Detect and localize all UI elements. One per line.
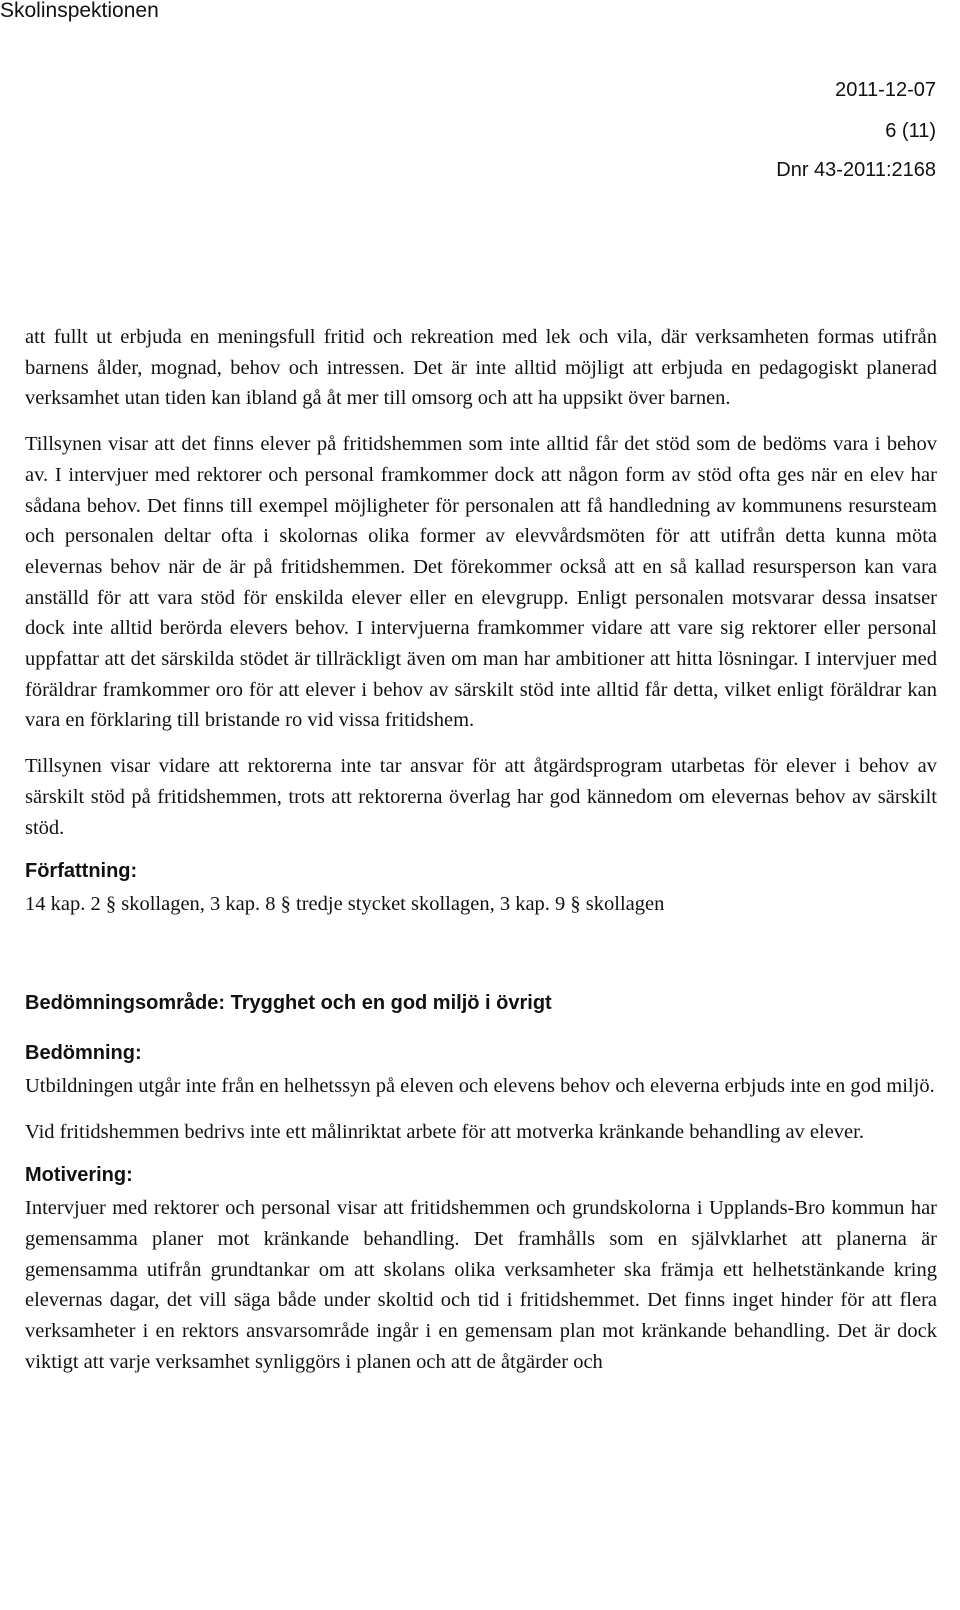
document-body [25, 322, 937, 1393]
forfattning-text: 14 kap. 2 § skollagen, 3 kap. 8 § tredje stycket skollagen, 3 kap. 9 § skollagen [25, 893, 665, 916]
area-heading: Bedömningsområde: Trygghet och en god miljö i övrigt [25, 991, 552, 1014]
paragraph-2: Tillsynen visar att det finns elever på fritidshemmen som inte alltid får det stöd som de bedöms vara i behov av. I intervjuer med rektorer och personal framkommer dock att någon form av stöd ofta ges när en elev har sådana behov. Det finns till exempel möjligheter för personalen att få handledning av kommunens resursteam och personalen deltar ofta i skolornas olika former av elevvårdsmöten för att utifrån detta kunna möta elevernas behov när de är på fritidshemmen. Det förekommer också att en så kallad resursperson kan vara anställd för att vara stöd för enskilda elever eller en elevgrupp. Enligt personalen motsvarar dessa insatser dock inte alltid berörda elevers behov. I intervjuerna framkommer vidare att vare sig rektorer eller personal uppfattar att det särskilda stödet är tillräckligt även om man har ambitioner att hitta lösningar. I intervjuer med föräldrar framkommer oro för att elever i behov av särskilt stöd inte alltid får detta, vilket enligt föräldrar kan vara en förklaring till bristande ro vid vissa fritidshem. [25, 433, 937, 732]
page-number: 6 (11) [885, 120, 936, 142]
bedomning-paragraph-1: Utbildningen utgår inte från en helhetssyn på eleven och elevens behov och eleverna erbjuds inte en god miljö. [25, 1074, 935, 1097]
org-name: Skolinspektionen [0, 0, 159, 22]
bedomning-paragraph-2: Vid fritidshemmen bedrivs inte ett målinriktat arbete för att motverka kränkande behandling av elever. [25, 1120, 864, 1143]
document-date: 2011-12-07 [835, 79, 936, 101]
motivering-label: Motivering: [25, 1164, 133, 1187]
bedomning-label: Bedömning: [25, 1041, 142, 1064]
forfattning-label: Författning: [25, 860, 138, 883]
motivering-paragraph-1: Intervjuer med rektorer och personal visar att fritidshemmen och grundskolorna i Upplands-Bro kommun har gemensamma planer mot kränkande behandling. Det framhålls som en självklarhet att planerna är gemensamma utifrån grundtankar om att skolans olika verksamheter ska främja ett helhetstänkande kring elevernas dagar, det vill säga både under skoltid och tid i fritidshemmet. Det finns inget hinder för att flera verksamheter i en rektors ansvarsområde ingår i en gemensam plan mot kränkande behandling. Det är dock viktigt att varje verksamhet synliggörs i planen och att de åtgärder och [25, 1197, 937, 1373]
paragraph-1: att fullt ut erbjuda en meningsfull fritid och rekreation med lek och vila, där verksamheten formas utifrån barnens ålder, mognad, behov och intressen. Det är inte alltid möjligt att erbjuda en pedagogiskt planerad verksamhet utan tiden kan ibland gå åt mer till omsorg och att ha uppsikt över barnen. [25, 326, 937, 410]
document-number: Dnr 43-2011:2168 [776, 159, 936, 181]
paragraph-3: Tillsynen visar vidare att rektorerna inte tar ansvar för att åtgärdsprogram utarbetas för elever i behov av särskilt stöd på fritidshemmen, trots att rektorerna överlag har god kännedom om elevernas behov av särskilt stöd. [25, 755, 937, 839]
